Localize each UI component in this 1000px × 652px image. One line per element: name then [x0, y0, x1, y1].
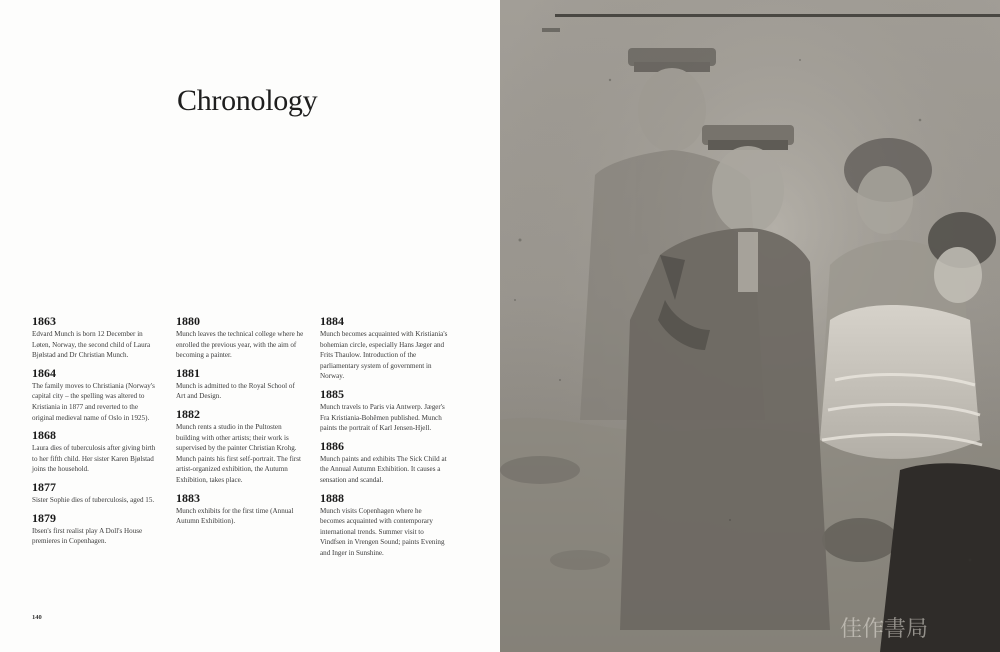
watermark-text: 佳作書局: [840, 617, 929, 642]
page-title: Chronology: [177, 84, 318, 117]
entry-text: Munch visits Copenhagen where he becomes acquainted with contemporary international trends. Summer visit to Vindfsen in Vrengen Sound; paints Evening and Inger in Sunshine.: [320, 506, 445, 557]
timeline-column-2: [176, 314, 304, 532]
timeline-entry: [320, 314, 448, 382]
timeline-entry: [32, 480, 160, 506]
entry-year: 1888: [320, 490, 344, 505]
timeline-entry: [176, 366, 304, 402]
entry-year: 1864: [32, 365, 56, 380]
entry-text: The family moves to Christiania (Norway's capital city – the spelling was altered to Kristiania in 1877 and reverted to the original medieval name of Oslo in 1925).: [32, 381, 155, 422]
entry-text: Laura dies of tuberculosis after giving birth to her fifth child. Her sister Karen Bjølstad joins the household.: [32, 444, 156, 474]
timeline-entry: [32, 366, 160, 423]
entry-year: 1885: [320, 386, 344, 401]
timeline-entry: [176, 407, 304, 486]
entry-year: 1868: [32, 428, 56, 443]
entry-text: Munch exhibits for the first time (Annual Autumn Exhibition).: [176, 506, 294, 526]
entry-text: Munch is admitted to the Royal School of Art and Design.: [176, 381, 295, 401]
timeline-column-1: [32, 314, 160, 552]
timeline-entry: [176, 491, 304, 527]
entry-text: Munch paints and exhibits The Sick Child at the Annual Autumn Exhibition. It causes a sensation and scandal.: [320, 454, 447, 484]
timeline-entry: [320, 491, 448, 559]
entry-year: 1877: [32, 479, 56, 494]
entry-text: Munch travels to Paris via Antwerp. Jæger's Fra Kristiania-Bohêmen published. Munch paints the portrait of Karl Jensen-Hjell.: [320, 402, 445, 433]
entry-year: 1884: [320, 314, 344, 328]
timeline-entry: [32, 511, 160, 547]
entry-year: 1883: [176, 490, 200, 505]
entry-year: 1881: [176, 365, 200, 380]
timeline-entry: [32, 428, 160, 475]
entry-text: Ibsen's first realist play A Doll's House premieres in Copenhagen.: [32, 526, 143, 546]
entry-year: 1886: [320, 438, 344, 453]
entry-text: Munch becomes acquainted with Kristiania's bohemian circle, especially Hans Jæger and Frits Thaulow. Introduction of the parliamentary system of government in Norway.: [320, 330, 448, 381]
entry-text: Munch rents a studio in the Pultosten building with other artists; their work is supervised by the painter Christian Krohg. Munch paints his first self-portrait. The first artist-organized exhibition, the Autumn Exhibition, takes place.: [176, 422, 301, 484]
entry-text: Sister Sophie dies of tuberculosis, aged 15.: [32, 495, 155, 504]
photo-illustration: [500, 0, 1000, 652]
entry-year: 1863: [32, 314, 56, 328]
timeline-entry: [320, 387, 448, 434]
entry-year: 1880: [176, 314, 200, 328]
timeline-entry: [32, 314, 160, 361]
entry-text: Edvard Munch is born 12 December in Løten, Norway, the second child of Laura Bjølstad and Dr Christian Munch.: [32, 330, 151, 360]
historic-photograph: [500, 0, 1000, 652]
entry-text: Munch leaves the technical college where he enrolled the previous year, with the aim of becoming a painter.: [176, 330, 304, 360]
timeline-entry: [320, 439, 448, 486]
entry-year: 1879: [32, 510, 56, 525]
page-number: 140: [32, 614, 42, 621]
timeline-entry: [176, 314, 304, 361]
timeline-column-3: [320, 314, 448, 564]
entry-year: 1882: [176, 406, 200, 421]
